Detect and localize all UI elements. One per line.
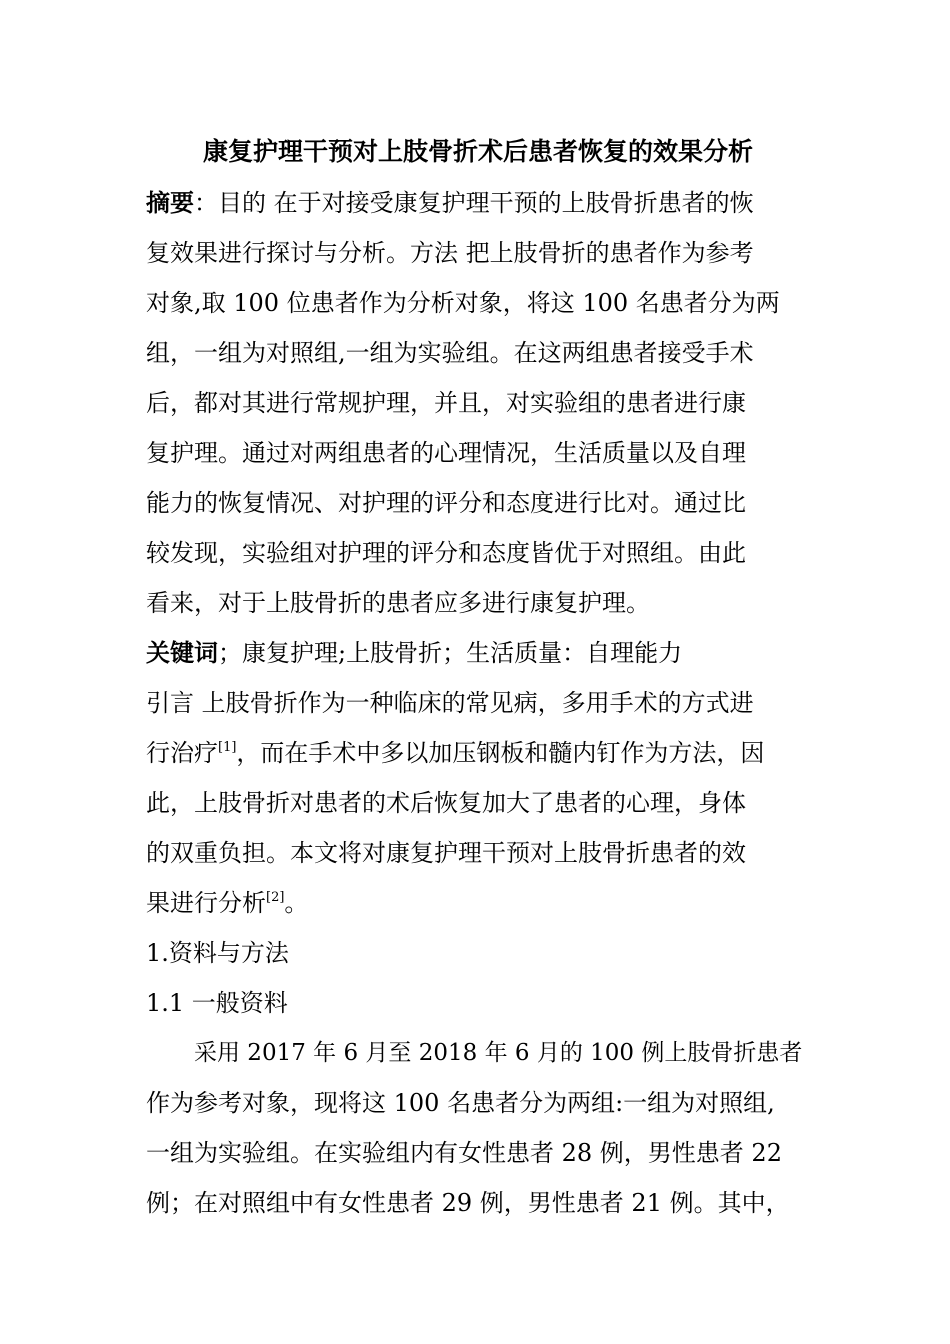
introduction-block [146, 678, 810, 928]
intro-text: 。 [284, 889, 309, 917]
abstract-block [146, 178, 810, 628]
intro-line: 此，上肢骨折对患者的术后恢复加大了患者的心理，身体 [146, 789, 746, 817]
body-line: 采用 2017 年 6 月至 2018 年 6 月的 100 例上肢骨折患者 [194, 1040, 803, 1066]
intro-text: 果进行分析 [146, 889, 266, 917]
intro-text: ，而在手术中多以加压钢板和髓内钉作为方法，因 [236, 739, 765, 767]
abstract-line: 较发现，实验组对护理的评分和态度皆优于对照组。由此 [146, 539, 746, 567]
intro-text: 行治疗 [146, 739, 218, 767]
general-data-paragraph [146, 1028, 810, 1228]
abstract-line: 后，都对其进行常规护理，并且，对实验组的患者进行康 [146, 389, 746, 417]
abstract-text: ：目的 在于对接受康复护理干预的上肢骨折患者的恢 [194, 189, 754, 217]
abstract-line: 看来，对于上肢骨折的患者应多进行康复护理。 [146, 589, 650, 617]
body-line: 作为参考对象，现将这 100 名患者分为两组:一组为对照组, [146, 1089, 775, 1117]
abstract-label: 摘要 [146, 188, 194, 217]
paper-title: 康复护理干预对上肢骨折术后患者恢复的效果分析 [202, 137, 753, 166]
abstract-line: 能力的恢复情况、对护理的评分和态度进行比对。通过比 [146, 489, 746, 517]
keywords-line [146, 628, 810, 678]
paper-page [146, 126, 810, 1228]
abstract-line: 组，一组为对照组,一组为实验组。在这两组患者接受手术 [146, 339, 754, 367]
citation-ref[interactable]: [2] [266, 890, 285, 905]
intro-line: 的双重负担。本文将对康复护理干预对上肢骨折患者的效 [146, 839, 746, 867]
intro-line [146, 728, 810, 778]
abstract-line: 复效果进行探讨与分析。方法 把上肢骨折的患者作为参考 [146, 239, 754, 267]
intro-line: 引言 上肢骨折作为一种临床的常见病，多用手术的方式进 [146, 689, 754, 717]
body-line: 例；在对照组中有女性患者 29 例，男性患者 21 例。其中， [146, 1189, 790, 1217]
abstract-line: 复护理。通过对两组患者的心理情况，生活质量以及自理 [146, 439, 746, 467]
intro-line [146, 878, 810, 928]
abstract-line [146, 178, 810, 228]
keywords-text: ；康复护理;上肢骨折；生活质量：自理能力 [218, 639, 683, 667]
citation-ref[interactable]: [1] [218, 740, 237, 755]
body-line: 一组为实验组。在实验组内有女性患者 28 例，男性患者 22 [146, 1139, 782, 1167]
subsection-heading: 1.1 一般资料 [146, 989, 288, 1017]
abstract-line: 对象,取 100 位患者作为分析对象，将这 100 名患者分为两 [146, 289, 780, 317]
section-heading: 1.资料与方法 [146, 939, 289, 967]
keywords-label: 关键词 [146, 638, 218, 667]
